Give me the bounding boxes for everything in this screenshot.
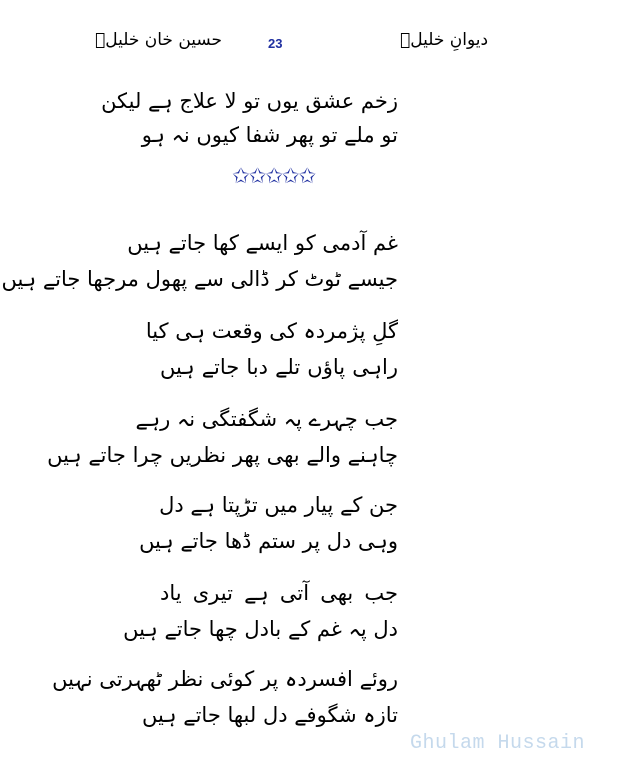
poem-line: چاہنے والے بھی پھر نظریں چرا جاتے ہیں (47, 443, 398, 467)
poem-line: زخم عشق یوں تو لا علاج ہے لیکن (101, 89, 398, 113)
watermark: Ghulam Hussain (410, 732, 586, 755)
page-number: 23 (268, 36, 283, 51)
poem-line: جب بھی آتی ہے تیری یاد (160, 581, 398, 605)
poem-line: دل پہ غم کے بادل چھا جاتے ہیں (123, 617, 398, 641)
star-ornament: ✩✩✩✩✩ (232, 164, 315, 188)
poem-line: تازہ شگوفے دل لبھا جاتے ہیں (141, 703, 398, 727)
poem-line: غم آدمی کو ایسے کھا جاتے ہیں (127, 231, 398, 255)
header-author: حسین خان خلیلؔ (95, 30, 223, 50)
poem-line: جیسے ٹوٹ کر ڈالی سے پھول مرجھا جاتے ہیں (1, 267, 398, 291)
poem-line: روئے افسردہ پر کوئی نظر ٹھہرتی نہیں (52, 667, 398, 691)
poem-line: وہی دل پر ستم ڈھا جاتے ہیں (139, 529, 398, 553)
poem-line: جن کے پیار میں تڑپتا ہے دل (159, 493, 398, 517)
header-book-title: دیوانِ خلیلؔ (400, 30, 489, 50)
poem-line: جب چہرے پہ شگفتگی نہ رہے (135, 407, 398, 431)
poem-line: گلِ پژمردہ کی وقعت ہی کیا (145, 319, 398, 343)
poem-line: تو ملے تو پھر شفا کیوں نہ ہو (141, 123, 398, 147)
poem-line: راہی پاؤں تلے دبا جاتے ہیں (160, 355, 398, 379)
